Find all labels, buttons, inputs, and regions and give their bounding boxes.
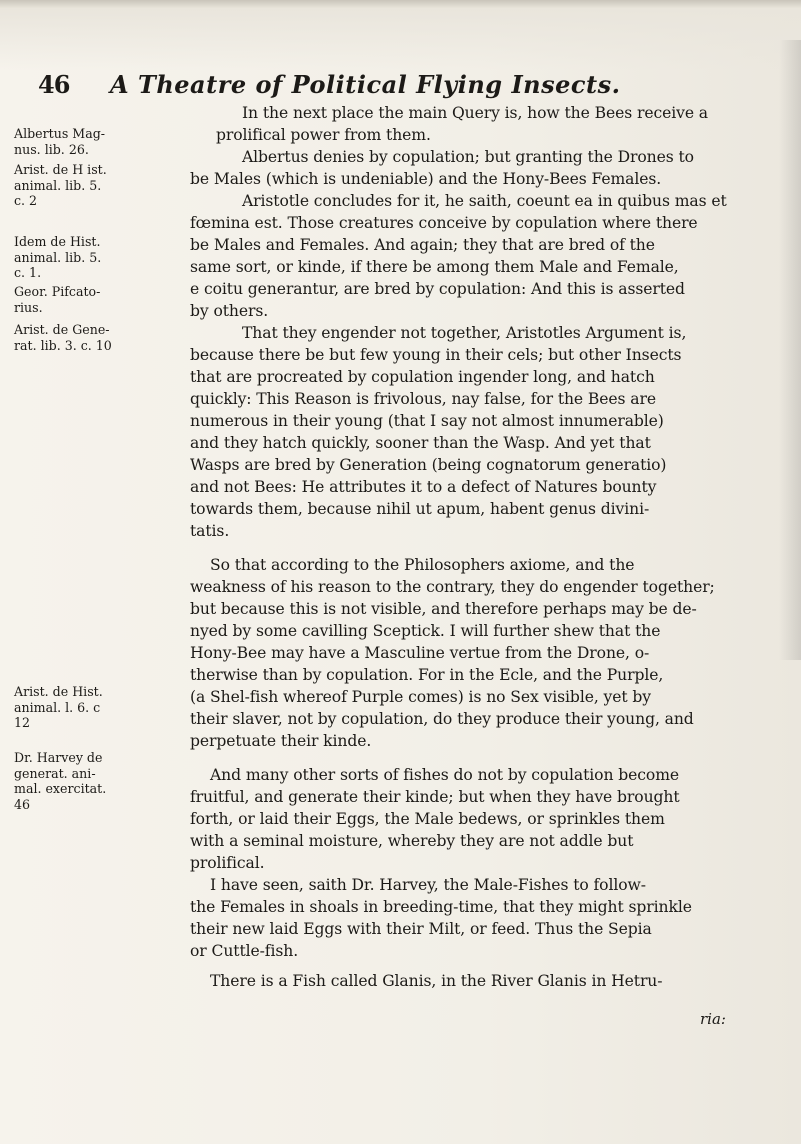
text-line: There is a Fish called Glanis, in the River Glanis in Hetru- bbox=[210, 972, 663, 990]
text-line: quickly: This Reason is frivolous, nay false, for the Bees are bbox=[190, 390, 656, 408]
text-line: weakness of his reason to the contrary, they do engender together; bbox=[190, 578, 715, 596]
text-line: same sort, or kinde, if there be among them Male and Female, bbox=[190, 258, 679, 276]
text-line: perpetuate their kinde. bbox=[190, 732, 372, 750]
text-line: forth, or laid their Eggs, the Male bedews, or sprinkles them bbox=[190, 810, 665, 828]
page-right-edge-shadow bbox=[779, 40, 801, 660]
text-line: e coitu generantur, are bred by copulation: And this is asserted bbox=[190, 280, 685, 298]
text-line: That they engender not together, Aristotles Argument is, bbox=[242, 324, 687, 342]
text-line: prolifical power from them. bbox=[216, 126, 431, 144]
page-header bbox=[38, 70, 758, 104]
running-title: A Theatre of Political Flying Insects. bbox=[110, 70, 621, 99]
text-line: Aristotle concludes for it, he saith, coeunt ea in quibus mas et bbox=[242, 192, 727, 210]
page-top-shadow bbox=[0, 0, 801, 70]
margin-note-piscatorius: Geor. Pifcato- rius. bbox=[14, 284, 101, 315]
text-line: be Males (which is undeniable) and the Hony-Bees Females. bbox=[190, 170, 662, 188]
text-line: tatis. bbox=[190, 522, 230, 540]
text-line: Hony-Bee may have a Masculine vertue from the Drone, o- bbox=[190, 644, 650, 662]
margin-note-aristotle-hist: Arist. de H ist. animal. lib. 5. c. 2 bbox=[14, 162, 107, 208]
margin-note-harvey: Dr. Harvey de generat. ani- mal. exercitat. 46 bbox=[14, 750, 107, 812]
page-number: 46 bbox=[38, 70, 70, 99]
margin-note-aristotle-gen: Arist. de Gene- rat. lib. 3. c. 10 bbox=[14, 322, 112, 353]
text-line: I have seen, saith Dr. Harvey, the Male-Fishes to follow- bbox=[210, 876, 646, 894]
text-line: and they hatch quickly, sooner than the Wasp. And yet that bbox=[190, 434, 651, 452]
text-line: the Females in shoals in breeding-time, that they might sprinkle bbox=[190, 898, 692, 916]
catchword: ria: bbox=[700, 1010, 726, 1028]
text-line: and not Bees: He attributes it to a defect of Natures bounty bbox=[190, 478, 657, 496]
text-line: their slaver, not by copulation, do they produce their young, and bbox=[190, 710, 694, 728]
text-line: And many other sorts of fishes do not by copulation become bbox=[210, 766, 680, 784]
text-line: therwise than by copulation. For in the Ecle, and the Purple, bbox=[190, 666, 664, 684]
text-line: be Males and Females. And again; they that are bred of the bbox=[190, 236, 655, 254]
text-line: by others. bbox=[190, 302, 269, 320]
text-line: In the next place the main Query is, how the Bees receive a bbox=[242, 104, 709, 122]
text-line: numerous in their young (that I say not almost innumerable) bbox=[190, 412, 664, 430]
text-line: prolifical. bbox=[190, 854, 265, 872]
text-line: but because this is not visible, and therefore perhaps may be de- bbox=[190, 600, 697, 618]
text-line: or Cuttle-fish. bbox=[190, 942, 299, 960]
margin-note-albertus: Albertus Mag- nus. lib. 26. bbox=[14, 126, 106, 157]
text-line: because there be but few young in their cels; but other Insects bbox=[190, 346, 682, 364]
text-line: So that according to the Philosophers axiome, and the bbox=[210, 556, 635, 574]
text-line: towards them, because nihil ut apum, habent genus divini- bbox=[190, 500, 650, 518]
margin-note-aristotle-animal: Arist. de Hist. animal. l. 6. c 12 bbox=[14, 684, 103, 730]
text-line: (a Shel-fish whereof Purple comes) is no Sex visible, yet by bbox=[190, 688, 651, 706]
text-line: with a seminal moisture, whereby they are not addle but bbox=[190, 832, 634, 850]
text-line: that are procreated by copulation ingender long, and hatch bbox=[190, 368, 655, 386]
text-line: fruitful, and generate their kinde; but when they have brought bbox=[190, 788, 680, 806]
text-line: Wasps are bred by Generation (being cognatorum generatio) bbox=[190, 456, 667, 474]
text-line: Albertus denies by copulation; but granting the Drones to bbox=[242, 148, 694, 166]
text-line: their new laid Eggs with their Milt, or feed. Thus the Sepia bbox=[190, 920, 652, 938]
text-line: fœmina est. Those creatures conceive by copulation where there bbox=[190, 214, 698, 232]
text-line: nyed by some cavilling Sceptick. I will further shew that the bbox=[190, 622, 661, 640]
margin-note-idem: Idem de Hist. animal. lib. 5. c. 1. bbox=[14, 234, 102, 280]
